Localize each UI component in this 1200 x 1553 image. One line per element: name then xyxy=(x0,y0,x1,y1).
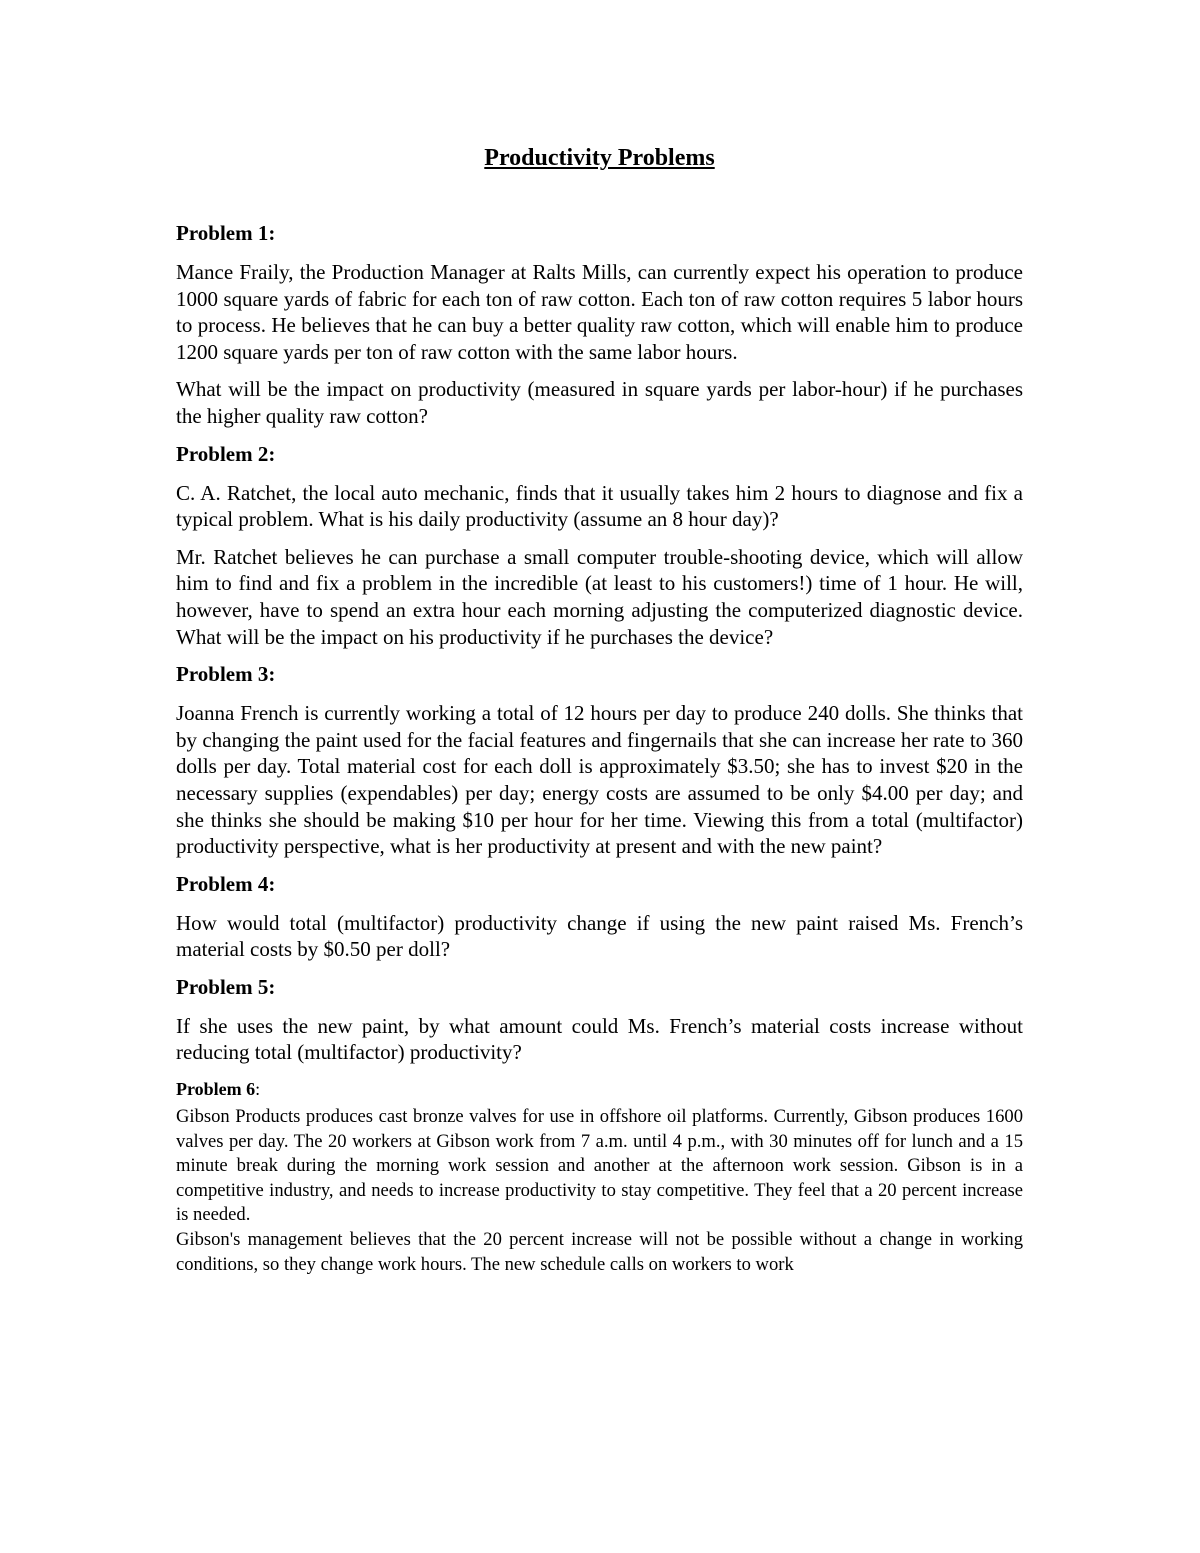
problem-paragraph: Gibson Products produces cast bronze valves for use in offshore oil platforms. Currently, Gibson produces 1600 valves per day. The 20 workers at Gibson work from 7 a.m. until 4 p.m., with 30 minutes off for lunch and a 15 minute break during the morning work session and another at the afternoon work session. Gibson is in a competitive industry, and needs to increase productivity to stay competitive. They feel that a 20 percent increase is needed. xyxy=(176,1106,1023,1226)
problem-paragraph: How would total (multifactor) productivity change if using the new paint raised Ms. French’s material costs by $0.50 per doll? xyxy=(176,910,1023,962)
problem-heading: Problem 2: xyxy=(176,441,276,466)
problem-paragraph: Joanna French is currently working a total of 12 hours per day to produce 240 dolls. She thinks that by changing the paint used for the facial features and fingernails that she can increase her rate to 360 dolls per day. Total material cost for each doll is approximately $3.50; she has to invest $20 in the necessary supplies (expendables) per day; energy costs are assumed to be only $4.00 per day; and she thinks she should be making $10 per hour for her time. Viewing this from a total (multifactor) productivity perspective, what is her productivity at present and with the new paint? xyxy=(176,701,1023,859)
problem-heading-text: Problem 6 xyxy=(176,1079,256,1100)
problem-1 xyxy=(176,220,1023,430)
problem-paragraph: C. A. Ratchet, the local auto mechanic, finds that it usually takes him 2 hours to diagnose and fix a typical problem. What is his daily productivity (assume an 8 hour day)? xyxy=(176,480,1023,532)
problem-heading: Problem 5: xyxy=(176,974,276,999)
problem-heading: Problem 3: xyxy=(176,662,276,687)
problem-heading xyxy=(176,1077,1023,1101)
problem-paragraph: Mance Fraily, the Production Manager at Ralts Mills, can currently expect his operation to produce 1000 square yards of fabric for each ton of raw cotton. Each ton of raw cotton requires 5 labor hours to process. He believes that he can buy a better quality raw cotton, which will enable him to produce 1200 square yards per ton of raw cotton with the same labor hours. xyxy=(176,260,1023,364)
problem-2 xyxy=(176,441,1023,651)
problem-4 xyxy=(176,871,1023,963)
problem-heading: Problem 4: xyxy=(176,871,276,896)
problem-heading: Problem 1: xyxy=(176,221,276,245)
problem-paragraph: If she uses the new paint, by what amount could Ms. French’s material costs increase without reducing total (multifactor) productivity? xyxy=(176,1013,1023,1065)
problem-6 xyxy=(176,1077,1023,1277)
problem-paragraph: Mr. Ratchet believes he can purchase a small computer trouble-shooting device, which will allow him to find and fix a problem in the incredible (at least to his customers!) time of 1 hour. He will, however, have to spend an extra hour each morning adjusting the computerized diagnostic device. What will be the impact on his productivity if he purchases the device? xyxy=(176,544,1023,649)
page-title: Productivity Problems xyxy=(484,145,715,171)
problem-paragraph: Gibson's management believes that the 20 percent increase will not be possible without a change in working conditions, so they change work hours. The new schedule calls on workers to work xyxy=(176,1229,1023,1275)
problem-5 xyxy=(176,974,1023,1066)
problem-3 xyxy=(176,661,1023,860)
problem-heading-colon: : xyxy=(255,1079,261,1100)
document-body xyxy=(176,140,1023,1277)
problem-paragraph: What will be the impact on productivity (measured in square yards per labor-hour) if he purchases the higher quality raw cotton? xyxy=(176,377,1023,428)
